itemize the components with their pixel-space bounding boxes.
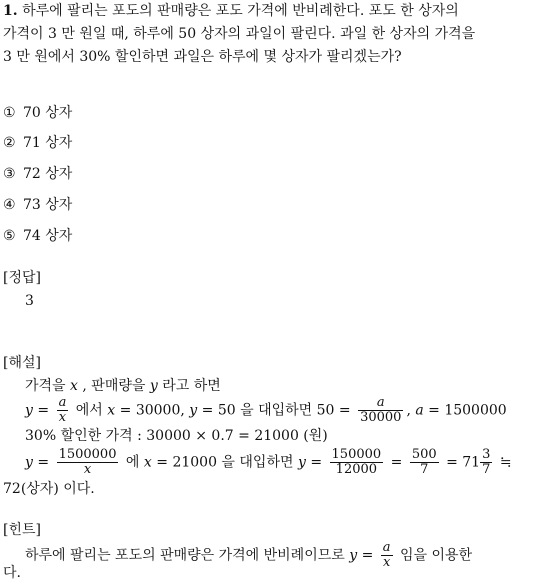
var-x: x — [107, 402, 116, 419]
text: = 21000 을 대입하면 — [156, 454, 294, 471]
numerator: a — [382, 540, 391, 555]
numerator: a — [376, 395, 385, 410]
choice-marker: ① — [3, 105, 16, 121]
explanation-line-1 — [25, 375, 221, 398]
var-y: y — [25, 454, 33, 471]
text: = — [361, 547, 374, 564]
choice-1[interactable] — [3, 102, 72, 125]
var-y: y — [149, 378, 158, 394]
denominator: 7 — [410, 462, 439, 477]
explanation-line-3: 30% 할인한 가격 : 30000 × 0.7 = 21000 (원) — [25, 428, 328, 444]
text: = 1500000 — [428, 402, 507, 419]
text: 가격을 — [25, 378, 66, 394]
choice-marker: ② — [3, 135, 16, 151]
fraction-1500000-over-x — [57, 448, 119, 477]
denominator: x — [57, 462, 119, 477]
choice-text: 73 상자 — [23, 197, 73, 213]
fraction-500-over-7 — [410, 448, 439, 477]
text: 하루에 팔리는 포도의 판매량은 가격에 반비례이므로 — [25, 547, 345, 564]
hint-label: [힌트] — [3, 522, 41, 538]
text: = — [390, 454, 403, 471]
answer-value: 3 — [25, 293, 34, 309]
question-line-2: 가격이 3 만 원일 때, 하루에 50 상자의 과일이 팔린다. 과일 한 상자의 가격을 — [3, 26, 476, 42]
text: , 판매량을 — [82, 378, 146, 394]
text: ≒ — [499, 454, 512, 471]
numerator: 3 — [482, 447, 491, 462]
denominator: 7 — [482, 462, 491, 477]
explanation-line-2 — [25, 396, 507, 425]
var-y: y — [25, 402, 33, 419]
choice-text: 74 상자 — [23, 228, 73, 244]
choice-text: 72 상자 — [23, 166, 73, 182]
text: 에서 — [75, 402, 103, 419]
denominator: 30000 — [360, 410, 402, 425]
explanation-label: [해설] — [3, 355, 41, 371]
fraction-a-over-x — [57, 396, 69, 425]
explanation-line-4 — [25, 448, 512, 477]
var-a: a — [415, 402, 424, 419]
numerator: a — [58, 395, 67, 410]
denominator: 12000 — [330, 462, 384, 477]
choice-text: 71 상자 — [23, 135, 73, 151]
fraction-3-over-7 — [480, 448, 492, 477]
choice-marker: ④ — [3, 197, 16, 213]
fraction-a-over-30000 — [358, 396, 403, 425]
fraction-150000-over-12000 — [330, 448, 384, 477]
numerator: 500 — [411, 447, 437, 462]
text: = 30000, — [119, 402, 185, 419]
choice-5[interactable] — [3, 225, 72, 248]
text: = — [37, 402, 50, 419]
text: 임을 이용한 — [400, 547, 473, 564]
denominator: x — [381, 555, 393, 570]
var-y: y — [349, 547, 358, 564]
numerator: 150000 — [331, 447, 382, 462]
choice-4[interactable] — [3, 194, 72, 217]
text: 라고 하면 — [162, 378, 221, 394]
numerator: 1500000 — [58, 447, 117, 462]
var-y: y — [189, 402, 198, 419]
var-x: x — [70, 378, 78, 394]
question-line-3: 3 만 원에서 30% 할인하면 과일은 하루에 몇 상자가 팔리겠는가? — [3, 49, 402, 65]
explanation-line-5: 72(상자) 이다. — [3, 481, 95, 497]
text: 에 — [125, 454, 140, 471]
text: , — [406, 402, 411, 419]
text: = — [310, 454, 323, 471]
text: = 50 을 대입하면 50 = — [201, 402, 351, 419]
hint-line-2: 다. — [3, 565, 21, 581]
text: = — [37, 454, 50, 471]
choice-text: 70 상자 — [23, 105, 73, 121]
text: = 71 — [446, 454, 481, 471]
answer-label: [정답] — [3, 270, 41, 286]
choice-2[interactable] — [3, 132, 72, 155]
question-line-1 — [3, 0, 459, 23]
question-text-1: 하루에 팔리는 포도의 판매량은 포도 가격에 반비례한다. 포도 한 상자의 — [22, 3, 459, 19]
hint-line-1 — [25, 541, 472, 570]
choice-3[interactable] — [3, 163, 72, 186]
fraction-a-over-x — [381, 541, 393, 570]
choice-marker: ⑤ — [3, 228, 16, 244]
choice-marker: ③ — [3, 166, 16, 182]
var-x: x — [143, 454, 152, 471]
question-number: 1. — [3, 3, 18, 19]
var-y: y — [297, 454, 306, 471]
denominator: x — [57, 410, 69, 425]
